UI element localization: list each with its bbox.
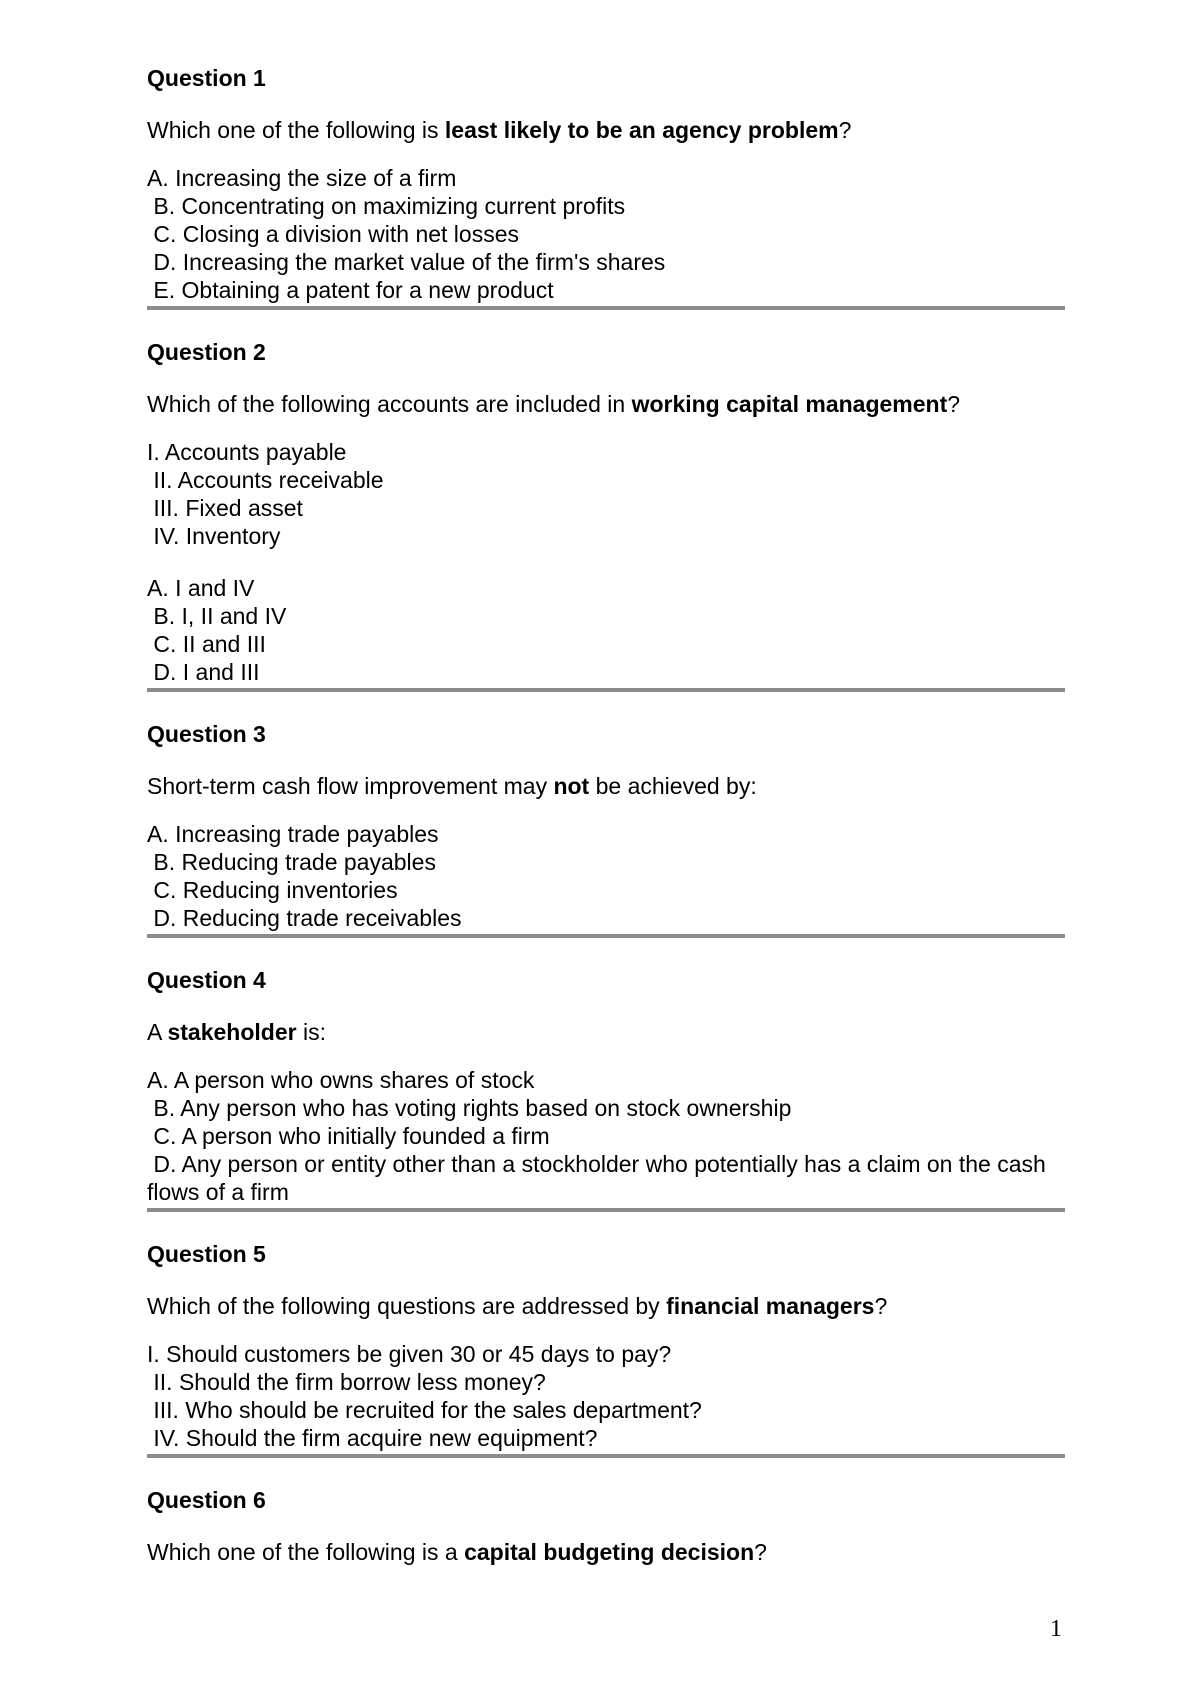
question-2 — [147, 338, 1067, 692]
question-text-after: be achieved by: — [589, 773, 757, 799]
question-text-before: Which one of the following is a — [147, 1539, 465, 1565]
answer-options — [147, 574, 1067, 686]
question-text-after: ? — [754, 1539, 767, 1565]
option-a: A. A person who owns shares of stock — [147, 1067, 535, 1093]
question-text — [147, 1292, 1067, 1320]
question-text-bold: least likely to be an agency problem — [444, 117, 839, 143]
question-text-after: ? — [838, 117, 852, 143]
question-title: Question 4 — [147, 967, 266, 993]
question-text — [147, 116, 1067, 144]
option-c: C. A person who initially founded a firm — [147, 1123, 550, 1149]
question-text-after: ? — [874, 1293, 888, 1319]
option-d: D. Any person or entity other than a stockholder who potentially has a claim on the cash flows of a firm — [147, 1151, 1053, 1205]
question-divider — [147, 306, 1065, 310]
question-divider — [147, 688, 1065, 692]
option-a: A. Increasing trade payables — [147, 821, 439, 847]
question-text-bold: financial managers — [666, 1293, 875, 1319]
question-divider — [147, 1208, 1065, 1212]
option-c: C. Closing a division with net losses — [147, 221, 519, 247]
option-d: D. Increasing the market value of the firm's shares — [147, 249, 666, 275]
option-d: D. I and III — [147, 659, 260, 685]
question-1 — [147, 64, 1067, 310]
option-b: B. Any person who has voting rights based on stock ownership — [147, 1095, 792, 1121]
answer-options — [147, 1340, 1067, 1452]
page-number: 1 — [1050, 1616, 1062, 1642]
statement-list — [147, 438, 1067, 550]
question-divider — [147, 1454, 1065, 1458]
option-c: C. Reducing inventories — [147, 877, 398, 903]
question-text — [147, 390, 1067, 418]
answer-options — [147, 820, 1067, 932]
question-text — [147, 772, 1067, 800]
option-d: D. Reducing trade receivables — [147, 905, 462, 931]
question-divider — [147, 934, 1065, 938]
option-b: B. Reducing trade payables — [147, 849, 436, 875]
statement-iii: III. Fixed asset — [147, 495, 303, 521]
question-text-before: A — [147, 1019, 168, 1045]
option-b: B. I, II and IV — [147, 603, 287, 629]
question-text — [147, 1018, 1067, 1046]
question-5 — [147, 1240, 1067, 1458]
document-page — [147, 64, 1067, 1566]
question-title: Question 3 — [147, 721, 266, 747]
question-text-before: Which one of the following is — [147, 117, 445, 143]
question-4 — [147, 966, 1067, 1212]
question-text-bold: stakeholder — [167, 1019, 297, 1045]
question-text-bold: capital budgeting decision — [464, 1539, 755, 1565]
question-title: Question 2 — [147, 339, 266, 365]
option-c: C. II and III — [147, 631, 266, 657]
question-text-before: Which of the following accounts are included in — [147, 391, 632, 417]
question-title: Question 6 — [147, 1487, 266, 1513]
question-title: Question 1 — [147, 65, 266, 91]
statement-i: I. Should customers be given 30 or 45 days to pay? — [147, 1341, 672, 1367]
statement-iv: IV. Should the firm acquire new equipment? — [147, 1425, 598, 1451]
question-text-after: ? — [947, 391, 961, 417]
option-a: A. I and IV — [147, 575, 255, 601]
statement-iii: III. Who should be recruited for the sales department? — [147, 1397, 702, 1423]
question-text — [147, 1538, 1067, 1566]
answer-options — [147, 164, 1067, 304]
option-b: B. Concentrating on maximizing current profits — [147, 193, 626, 219]
question-title: Question 5 — [147, 1241, 266, 1267]
question-text-before: Short-term cash flow improvement may — [147, 773, 554, 799]
question-3 — [147, 720, 1067, 938]
option-a: A. Increasing the size of a firm — [147, 165, 457, 191]
answer-options — [147, 1066, 1067, 1206]
statement-i: I. Accounts payable — [147, 439, 347, 465]
statement-ii: II. Accounts receivable — [147, 467, 384, 493]
question-text-before: Which of the following questions are addressed by — [147, 1293, 667, 1319]
statement-ii: II. Should the firm borrow less money? — [147, 1369, 546, 1395]
question-text-bold: not — [553, 773, 590, 799]
option-e: E. Obtaining a patent for a new product — [147, 277, 554, 303]
question-6 — [147, 1486, 1067, 1566]
question-text-after: is: — [296, 1019, 326, 1045]
statement-iv: IV. Inventory — [147, 523, 281, 549]
question-text-bold: working capital management — [631, 391, 948, 417]
